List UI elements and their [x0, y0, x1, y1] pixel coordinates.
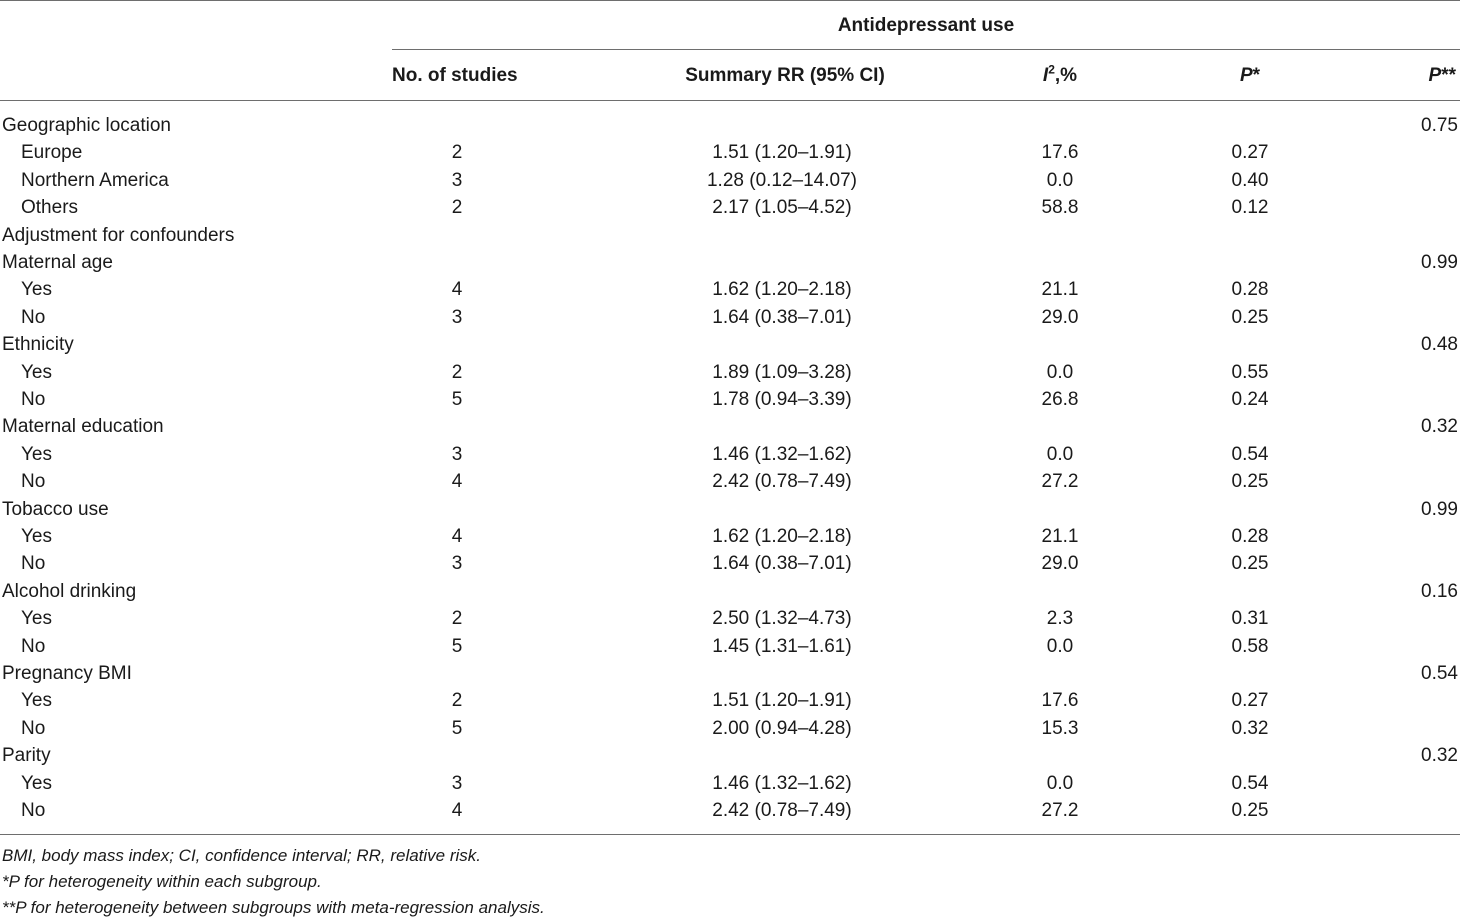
cell-i2: 29.0: [1041, 553, 1079, 575]
table-row: [0, 441, 1460, 468]
cell-summary-rr: 2.42 (0.78–7.49): [712, 471, 852, 493]
table-row: [0, 112, 1460, 139]
table-bottom-rule: [0, 834, 1460, 835]
cell-p-between: 0.16: [1421, 580, 1458, 602]
table-row: [0, 276, 1460, 303]
row-label: Maternal education: [2, 416, 164, 438]
table-row: [0, 633, 1460, 660]
cell-p-within: 0.58: [1231, 635, 1269, 657]
table-row: [0, 660, 1460, 687]
column-group-label: Antidepressant use: [837, 15, 1015, 36]
header-bottom-rule: [0, 100, 1460, 101]
cell-i2: 21.1: [1041, 279, 1079, 301]
cell-i2: 0.0: [1046, 772, 1074, 794]
i2-suffix: ,%: [1054, 65, 1078, 86]
table-row: [0, 523, 1460, 550]
cell-p-within: 0.32: [1231, 717, 1269, 739]
cell-i2: 17.6: [1041, 142, 1079, 164]
p-between-symbol: P: [1428, 65, 1442, 86]
cell-summary-rr: 1.51 (1.20–1.91): [712, 690, 852, 712]
row-label: Yes: [21, 690, 52, 712]
table-row: [0, 167, 1460, 194]
row-label: No: [21, 800, 46, 821]
footnote-p-between: **P for heterogeneity between subgroups with meta-regression analysis.: [2, 898, 545, 917]
cell-p-within: 0.55: [1231, 361, 1269, 383]
table-row: [0, 770, 1460, 797]
cell-i2: 15.3: [1041, 717, 1079, 739]
row-label: Northern America: [21, 169, 169, 191]
cell-summary-rr: 2.50 (1.32–4.73): [712, 608, 852, 630]
cell-no-of-studies: 4: [451, 279, 463, 301]
cell-p-within: 0.28: [1231, 279, 1269, 301]
cell-p-within: 0.24: [1231, 389, 1269, 410]
table-row: [0, 249, 1460, 276]
cell-p-between: 0.54: [1421, 663, 1458, 684]
cell-no-of-studies: 3: [451, 443, 463, 465]
row-label: No: [21, 471, 46, 493]
row-label: Maternal age: [2, 252, 113, 273]
row-label: Yes: [21, 772, 52, 794]
table-row: [0, 386, 1460, 413]
row-label: Others: [21, 197, 79, 219]
cell-i2: 17.6: [1041, 690, 1079, 712]
cell-no-of-studies: 2: [451, 361, 463, 383]
footnote-abbreviations: BMI, body mass index; CI, confidence interval; RR, relative risk.: [2, 846, 482, 865]
cell-p-between: 0.48: [1421, 334, 1458, 356]
column-header-i2: [960, 62, 1160, 87]
table-row: [0, 715, 1460, 742]
cell-p-between: 0.32: [1421, 745, 1458, 767]
p-between-suffix: **: [1441, 65, 1456, 86]
footnote-p-within: *P for heterogeneity within each subgroup.: [2, 872, 322, 891]
cell-i2: 0.0: [1046, 635, 1074, 657]
row-label: No: [21, 635, 46, 657]
cell-summary-rr: 1.51 (1.20–1.91): [712, 142, 852, 164]
cell-i2: 0.0: [1046, 169, 1074, 191]
cell-summary-rr: 1.64 (0.38–7.01): [712, 306, 852, 328]
table-row: [0, 578, 1460, 605]
cell-p-within: 0.12: [1231, 197, 1269, 219]
i2-superscript: 2: [1048, 62, 1055, 77]
row-label: Parity: [2, 745, 51, 767]
cell-summary-rr: 2.00 (0.94–4.28): [712, 717, 852, 739]
row-label: Europe: [21, 142, 83, 164]
row-label: Alcohol drinking: [2, 580, 137, 602]
cell-summary-rr: 2.17 (1.05–4.52): [712, 197, 852, 219]
cell-no-of-studies: 2: [451, 197, 463, 219]
cell-no-of-studies: 5: [451, 717, 463, 739]
cell-summary-rr: 1.62 (1.20–2.18): [712, 279, 852, 301]
row-label: Ethnicity: [2, 334, 74, 356]
p-within-symbol: P: [1239, 65, 1253, 86]
cell-no-of-studies: 3: [451, 169, 463, 191]
cell-p-within: 0.25: [1231, 471, 1269, 493]
cell-p-within: 0.54: [1231, 772, 1269, 794]
cell-summary-rr: 1.62 (1.20–2.18): [712, 526, 852, 547]
table-row: [0, 359, 1460, 386]
cell-i2: 0.0: [1046, 361, 1074, 383]
column-header-p-between: [1429, 65, 1456, 87]
cell-i2: 0.0: [1046, 443, 1074, 465]
cell-i2: 27.2: [1041, 800, 1079, 821]
cell-p-between: 0.75: [1421, 115, 1458, 136]
table-row: [0, 797, 1460, 824]
column-group-header: [0, 15, 1460, 37]
table-row: [0, 331, 1460, 358]
cell-p-within: 0.31: [1231, 608, 1269, 630]
table-row: [0, 222, 1460, 249]
table-row: [0, 304, 1460, 331]
cell-no-of-studies: 4: [451, 471, 463, 493]
cell-p-within: 0.40: [1231, 169, 1269, 191]
table-row: [0, 413, 1460, 440]
table-top-rule: [0, 0, 1460, 1]
table-row: [0, 468, 1460, 495]
cell-no-of-studies: 2: [451, 690, 463, 712]
cell-no-of-studies: 4: [451, 526, 463, 547]
row-label: Yes: [21, 443, 52, 465]
cell-no-of-studies: 2: [451, 142, 463, 164]
cell-no-of-studies: 3: [451, 772, 463, 794]
table-row: [0, 687, 1460, 714]
cell-p-within: 0.28: [1231, 526, 1269, 547]
cell-i2: 58.8: [1041, 197, 1079, 219]
cell-no-of-studies: 2: [451, 608, 463, 630]
table-row: [0, 550, 1460, 577]
table-row: [0, 194, 1460, 221]
column-header-summary-rr: Summary RR (95% CI): [685, 65, 885, 86]
cell-no-of-studies: 3: [451, 306, 463, 328]
row-label: No: [21, 389, 46, 410]
row-label: Yes: [21, 608, 52, 630]
cell-summary-rr: 1.45 (1.31–1.61): [712, 635, 852, 657]
cell-summary-rr: 1.28 (0.12–14.07): [706, 169, 857, 191]
cell-no-of-studies: 5: [451, 635, 463, 657]
cell-summary-rr: 1.64 (0.38–7.01): [712, 553, 852, 575]
cell-summary-rr: 1.46 (1.32–1.62): [712, 443, 852, 465]
row-label: No: [21, 306, 46, 328]
cell-p-within: 0.25: [1231, 800, 1269, 821]
row-label: No: [21, 553, 46, 575]
table-row: [0, 742, 1460, 769]
cell-summary-rr: 2.42 (0.78–7.49): [712, 800, 852, 821]
table-row: [0, 496, 1460, 523]
cell-p-between: 0.99: [1421, 498, 1458, 520]
row-label: Yes: [21, 361, 52, 383]
row-label: Pregnancy BMI: [2, 663, 132, 684]
cell-p-between: 0.99: [1421, 252, 1458, 273]
table-row: [0, 139, 1460, 166]
column-header-p-within: [1150, 65, 1350, 87]
cell-p-within: 0.27: [1231, 142, 1269, 164]
row-label: Yes: [21, 279, 52, 301]
cell-no-of-studies: 3: [451, 553, 463, 575]
cell-p-within: 0.25: [1231, 306, 1269, 328]
i2-symbol: I: [1042, 65, 1049, 86]
cell-i2: 29.0: [1041, 306, 1079, 328]
column-header-studies: No. of studies: [392, 65, 518, 86]
cell-p-within: 0.27: [1231, 690, 1269, 712]
row-label: Adjustment for confounders: [2, 224, 235, 246]
row-label: Geographic location: [2, 115, 171, 136]
cell-no-of-studies: 4: [451, 800, 463, 821]
row-label: Tobacco use: [2, 498, 109, 520]
group-header-rule: [392, 49, 1460, 50]
cell-p-within: 0.25: [1231, 553, 1269, 575]
cell-no-of-studies: 5: [451, 389, 463, 410]
cell-i2: 21.1: [1041, 526, 1079, 547]
cell-i2: 2.3: [1046, 608, 1074, 630]
cell-p-between: 0.32: [1421, 416, 1458, 438]
cell-summary-rr: 1.89 (1.09–3.28): [712, 361, 852, 383]
row-label: No: [21, 717, 46, 739]
table-row: [0, 605, 1460, 632]
cell-summary-rr: 1.46 (1.32–1.62): [712, 772, 852, 794]
cell-p-within: 0.54: [1231, 443, 1269, 465]
cell-i2: 27.2: [1041, 471, 1079, 493]
cell-i2: 26.8: [1041, 389, 1079, 410]
p-within-suffix: *: [1252, 65, 1261, 86]
row-label: Yes: [21, 526, 52, 547]
cell-summary-rr: 1.78 (0.94–3.39): [712, 389, 852, 410]
